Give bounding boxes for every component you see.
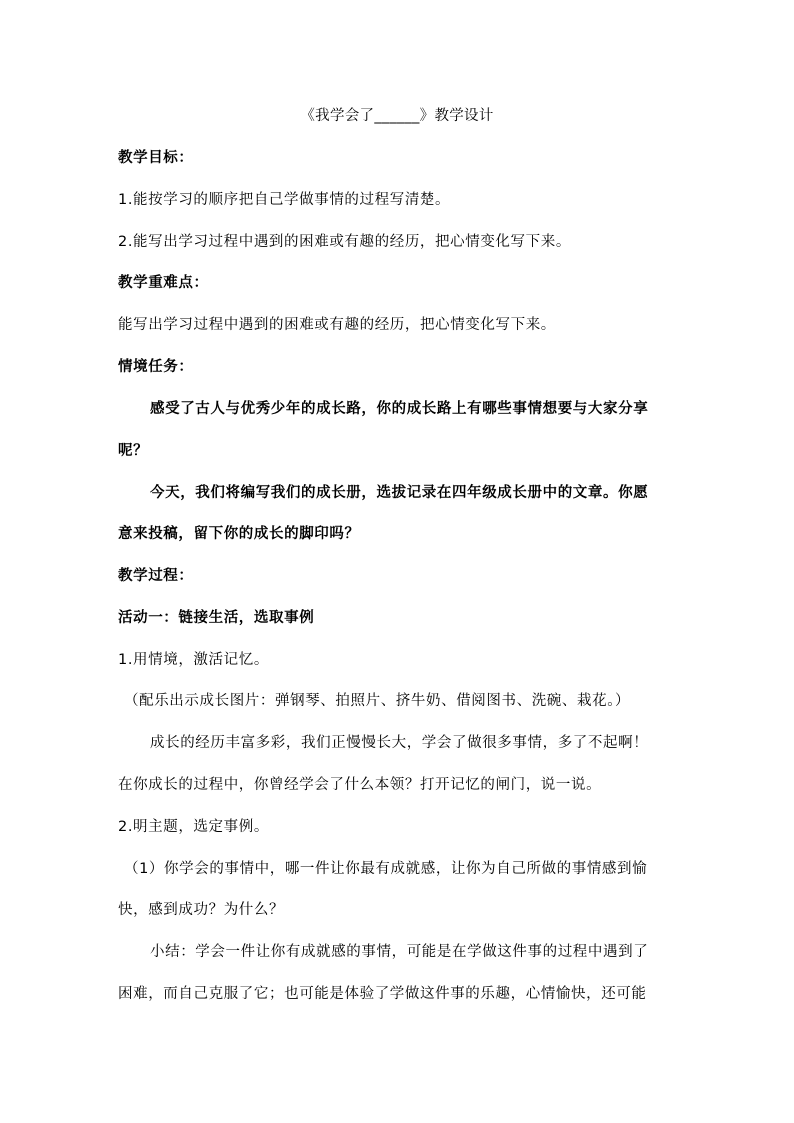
key-point-text: 能写出学习过程中遇到的困难或有趣的经历，把心情变化写下来。 xyxy=(118,317,556,333)
document-title: 《我学会了______》教学设计 xyxy=(300,108,494,124)
heading-key-points: 教学重难点： xyxy=(118,275,209,291)
summary-line-2: 困难，而自己克服了它；也可能是体验了学做这件事的乐趣，心情愉快，还可能 xyxy=(118,986,647,1002)
image-list-note: （配乐出示成长图片：弹钢琴、拍照片、挤牛奶、借阅图书、洗碗、栽花。） xyxy=(124,693,631,709)
situation-paragraph-1-line-2: 呢？ xyxy=(118,443,149,459)
heading-teaching-process: 教学过程： xyxy=(118,568,194,584)
situation-paragraph-1-line-1: 感受了古人与优秀少年的成长路，你的成长路上有哪些事情想要与大家分享 xyxy=(150,401,649,417)
situation-paragraph-2-line-1: 今天，我们将编写我们的成长册，选拔记录在四年级成长册中的文章。你愿 xyxy=(150,485,649,501)
summary-line-1: 小结：学会一件让你有成就感的事情，可能是在学做这件事的过程中遇到了 xyxy=(150,944,649,960)
growth-paragraph-line-1: 成长的经历丰富多彩，我们正慢慢长大，学会了做很多事情，多了不起啊！ xyxy=(150,735,649,751)
growth-paragraph-line-2: 在你成长的过程中，你曾经学会了什么本领？打开记忆的闸门，说一说。 xyxy=(118,777,602,793)
heading-situation-task: 情境任务： xyxy=(118,359,194,375)
situation-paragraph-2-line-2: 意来投稿，留下你的成长的脚印吗？ xyxy=(118,526,360,542)
question-1-line-2: 快，感到成功？为什么？ xyxy=(118,902,285,918)
goal-item-1: 1.能按学习的顺序把自己学做事情的过程写清楚。 xyxy=(118,192,451,208)
step-2-heading: 2.明主题，选定事例。 xyxy=(118,819,269,835)
heading-teaching-goals: 教学目标： xyxy=(118,150,194,166)
activity-1-heading: 活动一：链接生活，选取事例 xyxy=(118,610,315,626)
step-1-heading: 1.用情境，激活记忆。 xyxy=(118,652,269,668)
question-1-line-1: （1）你学会的事情中，哪一件让你最有成就感，让你为自己所做的事情感到愉 xyxy=(124,861,648,877)
goal-item-2: 2.能写出学习过程中遇到的困难或有趣的经历，把心情变化写下来。 xyxy=(118,234,571,250)
